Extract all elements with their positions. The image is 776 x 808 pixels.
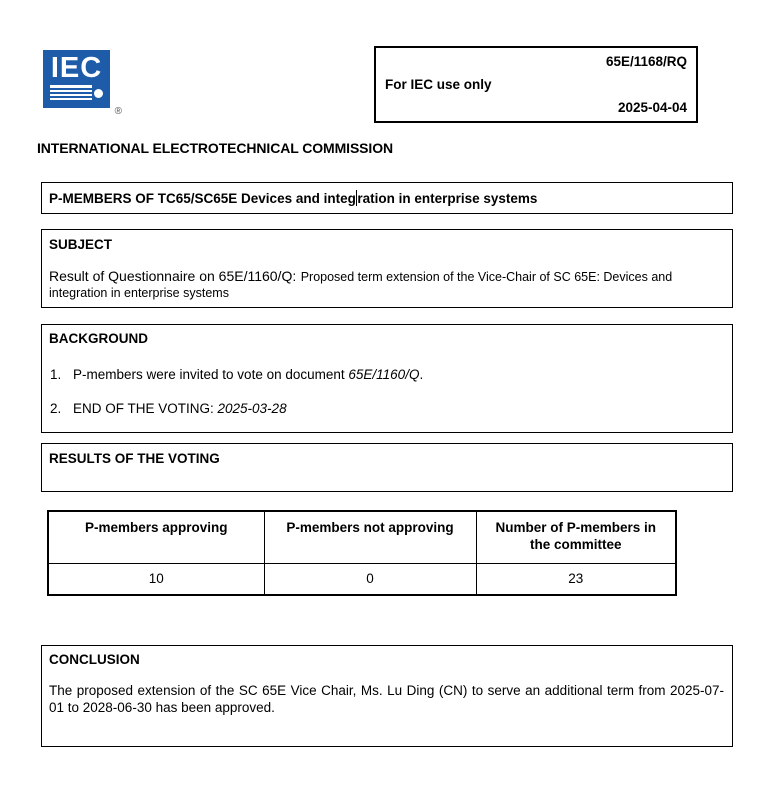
background-box (41, 324, 733, 433)
subject-body (49, 268, 725, 301)
background-item-2-number: 2. (50, 401, 62, 416)
results-heading: RESULTS OF THE VOTING (49, 451, 220, 466)
doc-reference-box (374, 46, 698, 123)
header-p-members-not-approving: P-members not approving (264, 511, 476, 563)
results-table (47, 510, 677, 596)
conclusion-heading: CONCLUSION (49, 652, 140, 667)
doc-reference-italic: 65E/1160/Q (348, 367, 420, 382)
background-heading: BACKGROUND (49, 331, 148, 346)
header-number-of-p-members: Number of P-members in the committee (476, 511, 676, 563)
subject-rest-text: Proposed term extension of the Vice-Chair of SC 65E: Devices and integration in enterprise systems (49, 270, 673, 300)
commission-title: INTERNATIONAL ELECTROTECHNICAL COMMISSION (37, 140, 394, 156)
background-item-1-number: 1. (50, 367, 62, 382)
members-banner-box[interactable] (41, 182, 733, 214)
members-banner-text (49, 190, 537, 206)
background-item-2 (49, 401, 725, 416)
background-item-2-text: END OF THE VOTING: 2025-03-28 (73, 401, 287, 416)
results-heading-box (41, 443, 733, 492)
iec-logo-dot-icon (94, 89, 103, 98)
members-text-before-cursor: P-MEMBERS OF TC65/SC65E Devices and integ (49, 191, 356, 206)
voting-end-date-italic: 2025-03-28 (217, 401, 287, 416)
subject-heading: SUBJECT (49, 237, 113, 252)
results-table-header-row (48, 511, 676, 563)
members-text-after-cursor: ration in enterprise systems (357, 191, 538, 206)
iec-logo-text: IEC (50, 52, 103, 84)
conclusion-box (41, 645, 733, 747)
subject-box (41, 229, 733, 308)
registered-trademark-icon: ® (114, 106, 122, 117)
conclusion-body: The proposed extension of the SC 65E Vice Chair, Ms. Lu Ding (CN) to serve an additional term from 2025-07-01 to 2028-06-30 has been approved. (49, 683, 724, 715)
header-p-members-approving: P-members approving (48, 511, 264, 563)
doc-date: 2025-04-04 (617, 100, 687, 115)
iec-logo-lines-icon (50, 85, 92, 100)
background-item-1 (49, 367, 725, 382)
iec-logo (43, 50, 122, 117)
for-iec-use-only-label: For IEC use only (385, 77, 492, 92)
value-not-approving: 0 (264, 563, 476, 595)
doc-number: 65E/1168/RQ (605, 54, 687, 69)
results-table-value-row (48, 563, 676, 595)
subject-lead-text: Result of Questionnaire on 65E/1160/Q: (49, 268, 297, 284)
value-approving: 10 (48, 563, 264, 595)
value-committee-total: 23 (476, 563, 676, 595)
background-item-1-text: P-members were invited to vote on document 65E/1160/Q. (73, 367, 424, 382)
